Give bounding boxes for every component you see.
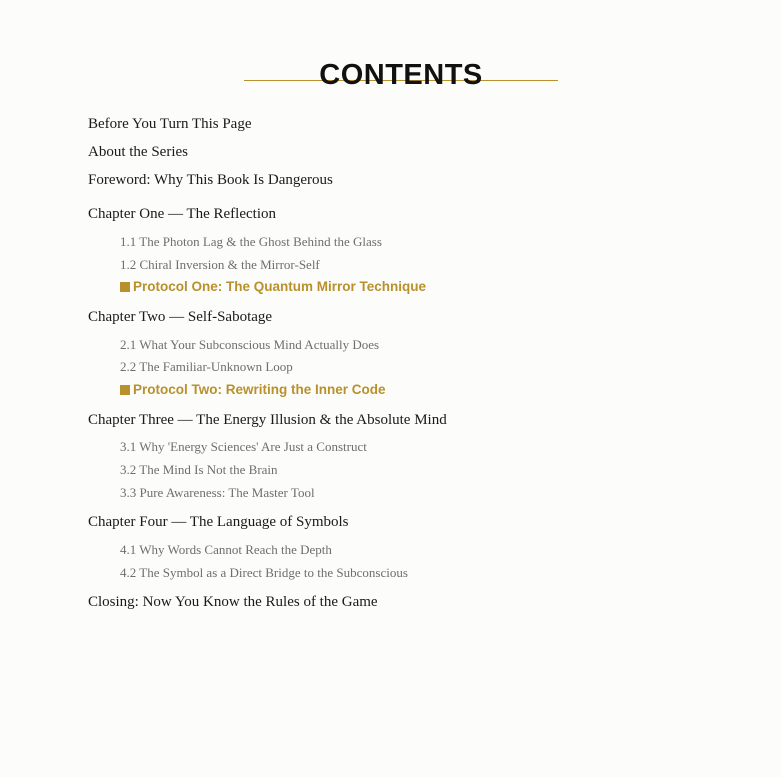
toc-protocol-two-label: Protocol Two: Rewriting the Inner Code — [133, 382, 386, 397]
toc-section-2-2[interactable]: 2.2 The Familiar-Unknown Loop — [120, 359, 293, 374]
toc-front-item-about[interactable]: About the Series — [88, 144, 188, 160]
page-title: CONTENTS — [319, 59, 483, 91]
toc-chapter-one[interactable]: Chapter One — The Reflection — [88, 206, 276, 222]
toc-protocol-one-label: Protocol One: The Quantum Mirror Technique — [133, 279, 427, 294]
toc-front-item-foreword[interactable]: Foreword: Why This Book Is Dangerous — [88, 172, 333, 188]
toc-protocol-one[interactable] — [120, 279, 426, 294]
toc-section-4-2[interactable]: 4.2 The Symbol as a Direct Bridge to the Subconscious — [120, 565, 408, 580]
square-bullet-icon — [120, 282, 130, 292]
toc-section-3-3[interactable]: 3.3 Pure Awareness: The Master Tool — [120, 485, 315, 500]
toc-section-3-2[interactable]: 3.2 The Mind Is Not the Brain — [120, 462, 278, 477]
toc-protocol-two[interactable] — [120, 382, 386, 397]
toc-closing[interactable]: Closing: Now You Know the Rules of the Game — [88, 594, 378, 610]
toc-section-2-1[interactable]: 2.1 What Your Subconscious Mind Actually Does — [120, 337, 380, 352]
toc-section-1-1[interactable]: 1.1 The Photon Lag & the Ghost Behind the Glass — [120, 234, 382, 249]
toc-chapter-three[interactable]: Chapter Three — The Energy Illusion & the Absolute Mind — [88, 412, 447, 428]
toc-section-4-1[interactable]: 4.1 Why Words Cannot Reach the Depth — [120, 542, 332, 557]
toc-chapter-four[interactable]: Chapter Four — The Language of Symbols — [88, 514, 349, 530]
toc-section-3-1[interactable]: 3.1 Why 'Energy Sciences' Are Just a Construct — [120, 439, 367, 454]
square-bullet-icon — [120, 385, 130, 395]
contents-heading-block — [244, 58, 558, 92]
toc-front-item-before[interactable]: Before You Turn This Page — [88, 116, 252, 132]
toc-chapter-two[interactable]: Chapter Two — Self-Sabotage — [88, 309, 273, 325]
toc-section-1-2[interactable]: 1.2 Chiral Inversion & the Mirror-Self — [120, 257, 320, 272]
